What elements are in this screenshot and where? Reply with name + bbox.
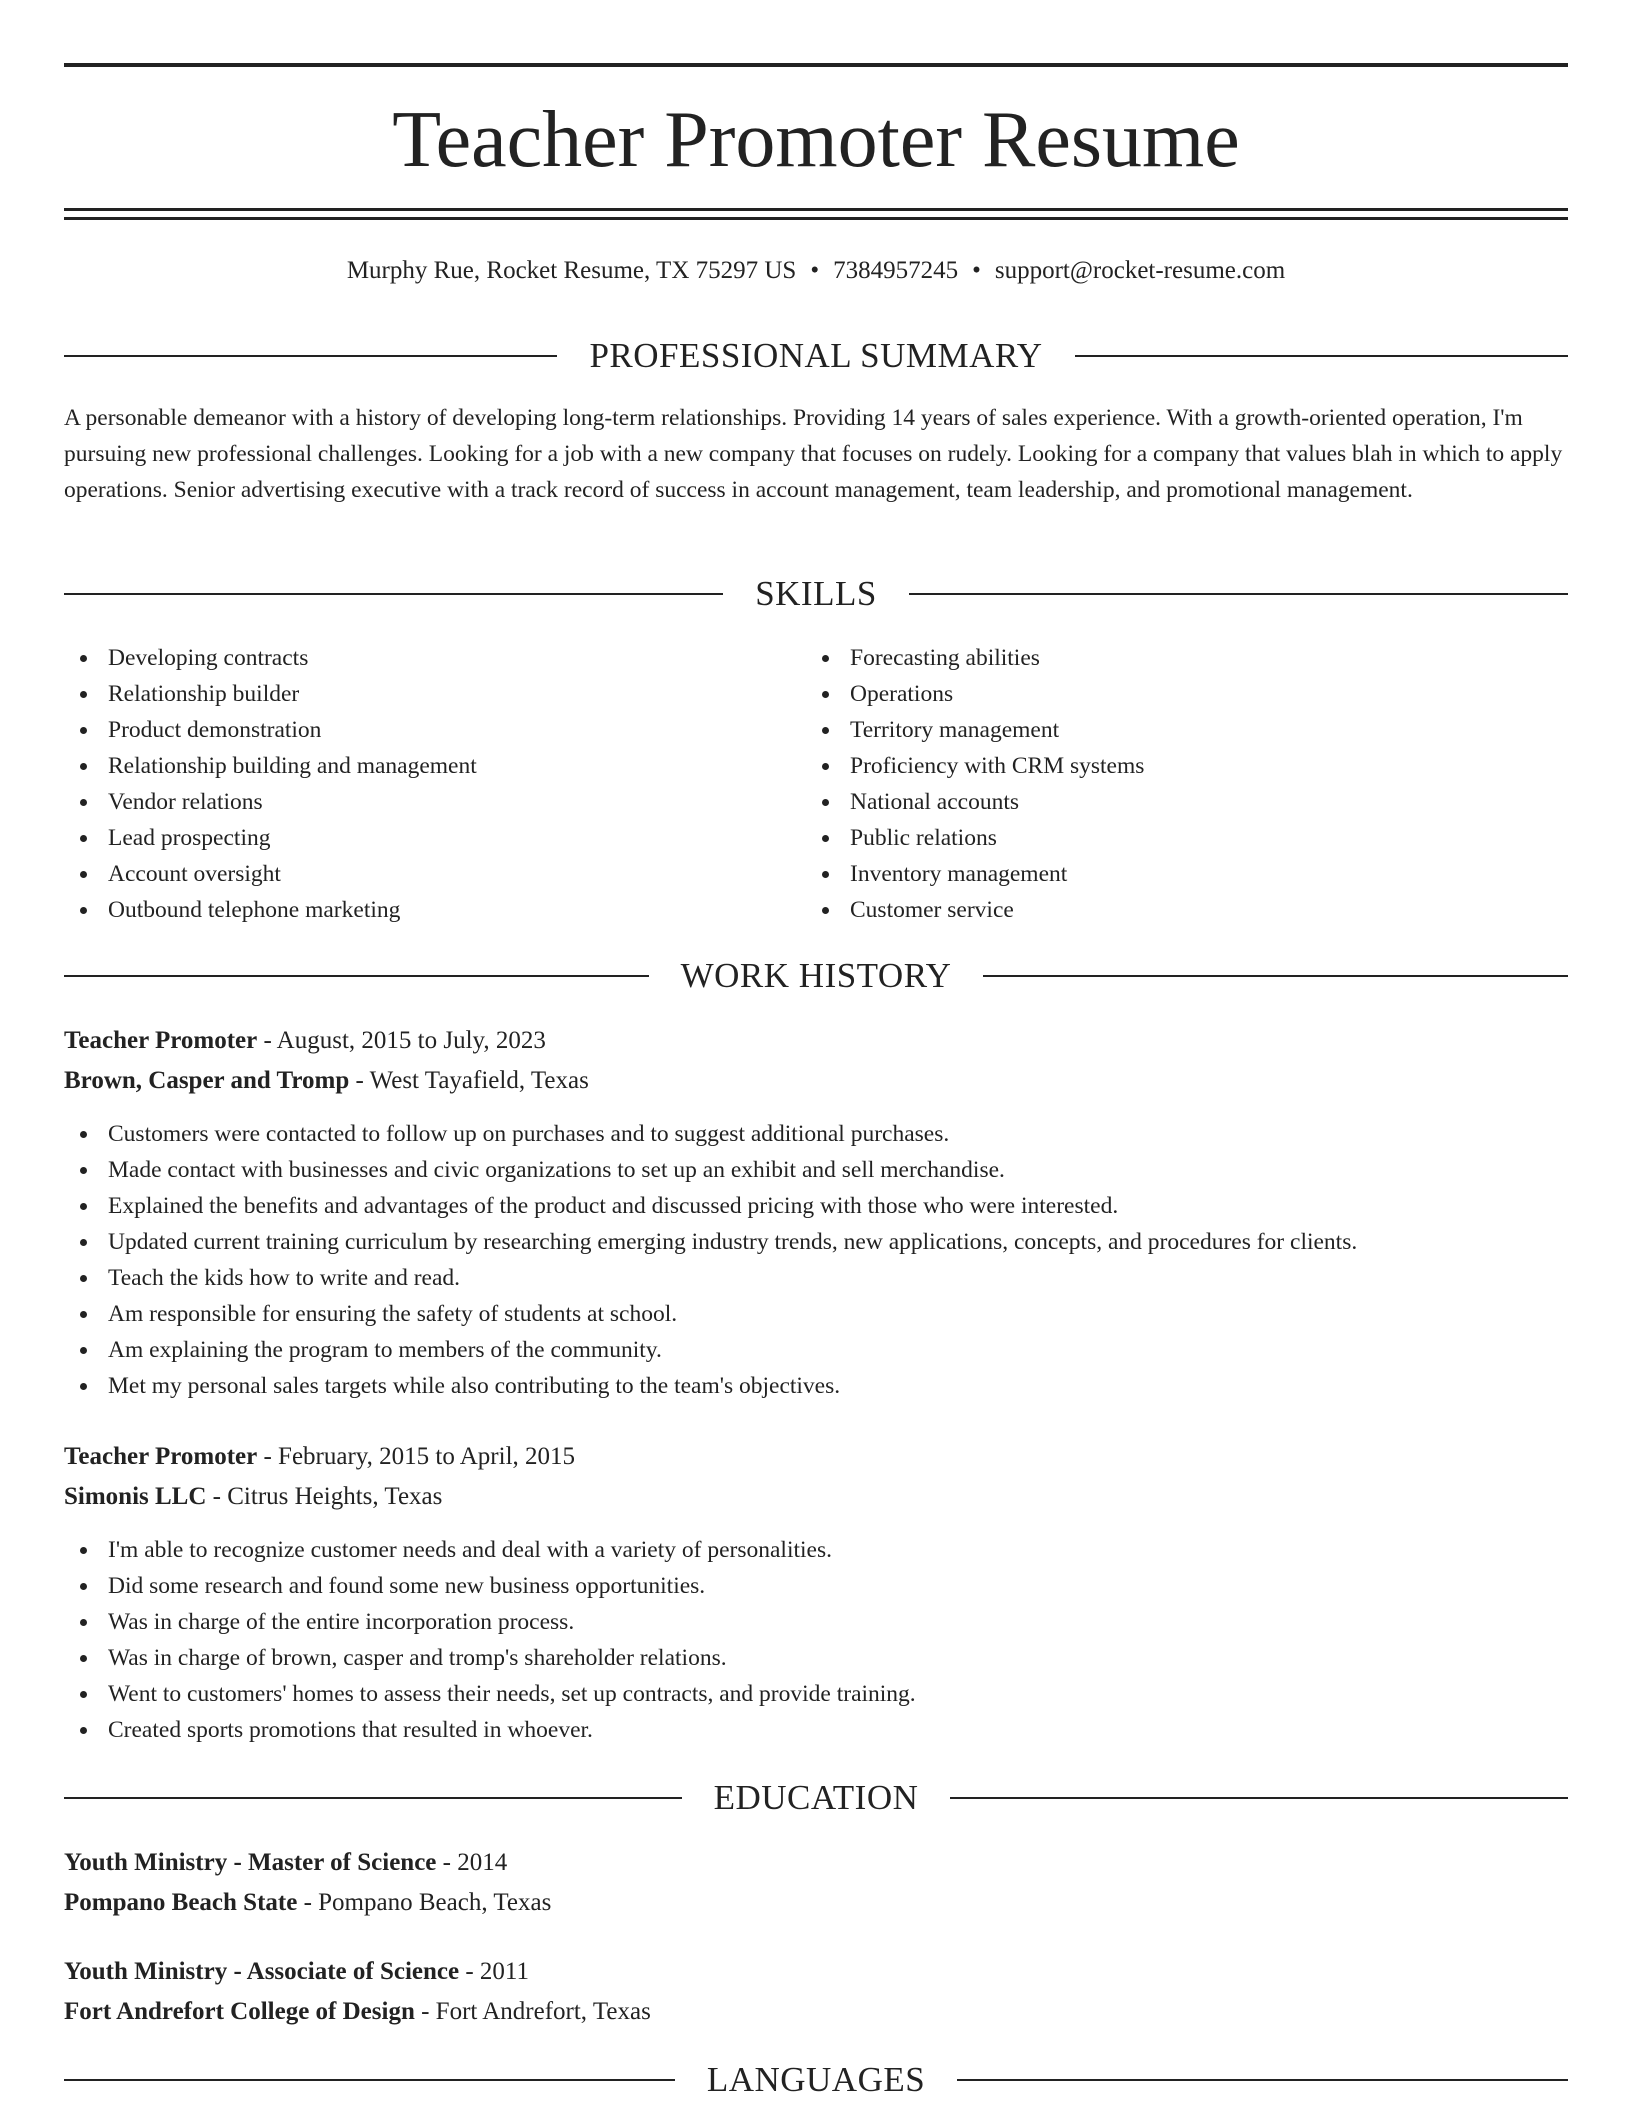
job-bullet: Explained the benefits and advantages of the product and discussed pricing with those who were interested.	[64, 1188, 1568, 1224]
skill-item: Proficiency with CRM systems	[806, 748, 1506, 784]
job-bullet: Updated current training curriculum by researching emerging industry trends, new applications, concepts, and procedures for clients.	[64, 1224, 1568, 1260]
heading-rule	[64, 355, 557, 357]
skill-item: Operations	[806, 676, 1506, 712]
job-bullet: I'm able to recognize customer needs and deal with a variety of personalities.	[64, 1532, 1568, 1568]
section-heading-languages	[64, 2060, 1568, 2100]
job-bullet: Made contact with businesses and civic organizations to set up an exhibit and sell merchandise.	[64, 1152, 1568, 1188]
job-company-line	[64, 1066, 1568, 1096]
job-bullet: Created sports promotions that resulted in whoever.	[64, 1712, 1568, 1748]
education-degree-line	[64, 1848, 1568, 1878]
heading-rule	[1075, 355, 1568, 357]
contact-email: support@rocket-resume.com	[994, 257, 1286, 284]
section-heading-summary	[64, 336, 1568, 376]
job-bullet: Met my personal sales targets while also contributing to the team's objectives.	[64, 1368, 1568, 1404]
section-heading-education	[64, 1778, 1568, 1818]
job-title: Teacher Promoter	[64, 1443, 258, 1470]
skill-item: Account oversight	[64, 856, 764, 892]
skill-item: Inventory management	[806, 856, 1506, 892]
education-year: - 2011	[459, 1958, 529, 1985]
skill-item: Relationship builder	[64, 676, 764, 712]
skill-item: Forecasting abilities	[806, 640, 1506, 676]
contact-separator: •	[810, 257, 820, 284]
heading-rule	[64, 2079, 675, 2081]
skills-list-left	[64, 640, 764, 928]
skill-item: Product demonstration	[64, 712, 764, 748]
contact-address: Murphy Rue, Rocket Resume, TX 75297 US	[346, 257, 797, 284]
heading-rule	[909, 593, 1568, 595]
skill-item: Outbound telephone marketing	[64, 892, 764, 928]
skills-list-right	[806, 640, 1506, 928]
job-title-line	[64, 1442, 1568, 1472]
job-bullet: Am responsible for ensuring the safety of students at school.	[64, 1296, 1568, 1332]
heading-rule	[983, 975, 1568, 977]
job-bullet: Did some research and found some new business opportunities.	[64, 1568, 1568, 1604]
education-degree-line	[64, 1957, 1568, 1987]
education-school-line	[64, 1888, 1568, 1918]
job-bullet: Customers were contacted to follow up on purchases and to suggest additional purchases.	[64, 1116, 1568, 1152]
top-rule	[64, 63, 1568, 67]
heading-rule	[957, 2079, 1568, 2081]
education-degree: Youth Ministry - Master of Science	[64, 1849, 437, 1876]
education-school: Pompano Beach State	[64, 1889, 298, 1916]
job-company: Brown, Casper and Tromp	[64, 1067, 350, 1094]
section-heading-skills	[64, 574, 1568, 614]
skill-item: Lead prospecting	[64, 820, 764, 856]
education-school-line	[64, 1997, 1568, 2027]
section-title: SKILLS	[755, 574, 877, 613]
job-bullet: Was in charge of brown, casper and tromp's shareholder relations.	[64, 1640, 1568, 1676]
job-company: Simonis LLC	[64, 1483, 207, 1510]
skill-item: Public relations	[806, 820, 1506, 856]
job-dates: - February, 2015 to April, 2015	[257, 1443, 576, 1470]
heading-rule	[64, 975, 649, 977]
job-bullets	[64, 1532, 1568, 1748]
skill-item: Developing contracts	[64, 640, 764, 676]
job-bullet: Was in charge of the entire incorporation process.	[64, 1604, 1568, 1640]
heading-rule	[950, 1797, 1568, 1799]
section-title: WORK HISTORY	[680, 956, 952, 995]
section-title: LANGUAGES	[706, 2060, 926, 2099]
education-school: Fort Andrefort College of Design	[64, 1998, 415, 2025]
skill-item: Vendor relations	[64, 784, 764, 820]
education-year: - 2014	[436, 1849, 508, 1876]
job-title-line	[64, 1026, 1568, 1056]
job-bullet: Teach the kids how to write and read.	[64, 1260, 1568, 1296]
contact-phone: 7384957245	[833, 257, 959, 284]
job-bullets	[64, 1116, 1568, 1404]
job-bullet: Am explaining the program to members of the community.	[64, 1332, 1568, 1368]
skill-item: Relationship building and management	[64, 748, 764, 784]
job-title: Teacher Promoter	[64, 1027, 258, 1054]
summary-text: A personable demeanor with a history of developing long-term relationships. Providing 14 years of sales experience. With a growth-oriented operation, I'm pursuing new professional challenges. Looking for a job with a new company that focuses on rudely. Looking for a company that values blah in which to apply operations. Senior advertising executive with a track record of success in account management, team leadership, and promotional management.	[64, 405, 1563, 503]
education-location: - Fort Andrefort, Texas	[414, 1998, 651, 2025]
job-location: - Citrus Heights, Texas	[206, 1483, 443, 1510]
job-location: - West Tayafield, Texas	[349, 1067, 589, 1094]
job-dates: - August, 2015 to July, 2023	[257, 1027, 546, 1054]
education-location: - Pompano Beach, Texas	[297, 1889, 552, 1916]
section-title: PROFESSIONAL SUMMARY	[589, 336, 1043, 375]
section-heading-work-history	[64, 956, 1568, 996]
skill-item: National accounts	[806, 784, 1506, 820]
section-title: EDUCATION	[713, 1778, 919, 1817]
title-double-rule	[64, 208, 1568, 220]
heading-rule	[64, 593, 723, 595]
contact-line	[64, 256, 1568, 286]
resume-title: Teacher Promoter Resume	[392, 96, 1240, 184]
job-company-line	[64, 1482, 1568, 1512]
skill-item: Customer service	[806, 892, 1506, 928]
skill-item: Territory management	[806, 712, 1506, 748]
heading-rule	[64, 1797, 682, 1799]
education-degree: Youth Ministry - Associate of Science	[64, 1958, 460, 1985]
job-bullet: Went to customers' homes to assess their needs, set up contracts, and provide training.	[64, 1676, 1568, 1712]
contact-separator: •	[972, 257, 981, 284]
